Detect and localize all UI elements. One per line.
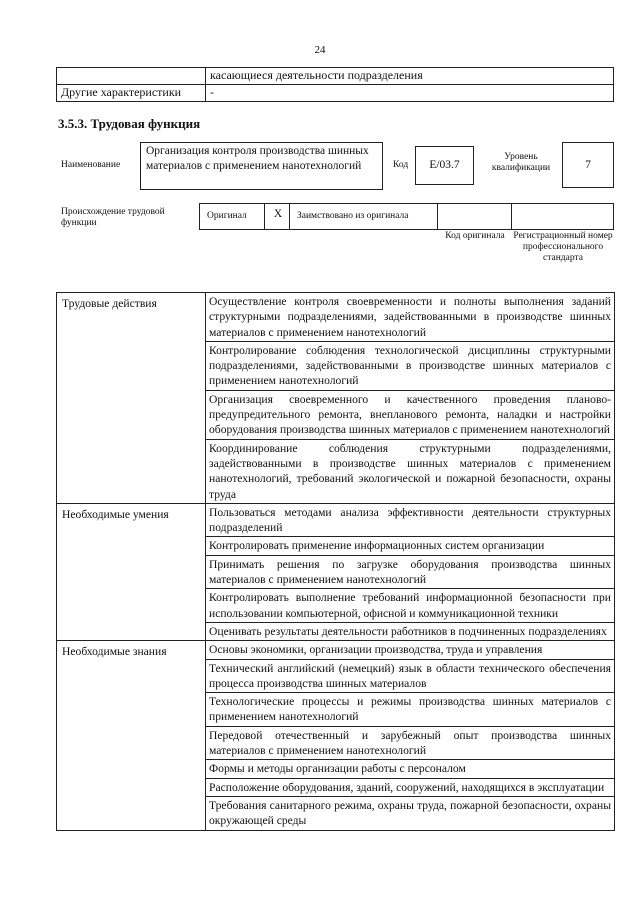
- required-skills-row: [57, 503, 615, 537]
- code-original-caption: Код оригинала: [445, 231, 505, 241]
- required-skills-label: Необходимые умения: [57, 503, 206, 640]
- borrowed-label: Заимствовано из оригинала: [297, 211, 409, 221]
- level-box: [562, 142, 614, 188]
- required-skills-item: Контролировать выполнение требований информационной безопасности при использовании компьютерной, офисной и коммуникационной техники: [206, 589, 615, 623]
- reg-number-caption: Регистрационный номер профессионального стандарта: [513, 231, 613, 263]
- labor-actions-item: Координирование соблюдения структурными подразделениями, задействованными в производстве шинных материалов с применением нанотехнологий, требований экологической и пожарной безопасности, охраны труда: [206, 439, 615, 503]
- level-label: Уровень квалификации: [491, 152, 551, 173]
- other-characteristics-label: Другие характеристики: [57, 85, 206, 102]
- original-label: Оригинал: [207, 211, 247, 221]
- required-knowledge-label: Необходимые знания: [57, 641, 206, 830]
- labor-actions-label: Трудовые действия: [57, 293, 206, 504]
- labor-actions-item: Осуществление контроля своевременности и полноты выполнения заданий структурными подразделениями, задействованными в производстве шинных материалов с применением нанотехнологий: [206, 293, 615, 342]
- required-knowledge-item: Требования санитарного режима, охраны труда, пожарной безопасности, охраны окружающей среды: [206, 796, 615, 830]
- level-value: 7: [585, 158, 591, 171]
- continuation-table: [56, 67, 614, 102]
- function-name-box: [140, 142, 383, 190]
- labor-actions-row: [57, 293, 615, 342]
- required-skills-item: Пользоваться методами анализа эффективности деятельности структурных подразделений: [206, 503, 615, 537]
- required-knowledge-item: Передовой отечественный и зарубежный опыт производства шинных материалов с применением нанотехнологий: [206, 726, 615, 760]
- code-value: E/03.7: [429, 159, 460, 171]
- function-details-table: [56, 292, 615, 831]
- reg-number-divider: [511, 203, 512, 230]
- function-name: Организация контроля производства шинных материалов с применением нанотехнологий: [146, 145, 369, 172]
- required-knowledge-item: Формы и методы организации работы с персоналом: [206, 760, 615, 778]
- required-skills-item: Оценивать результаты деятельности работников в подчиненных подразделениях: [206, 622, 615, 640]
- required-knowledge-item: Технический английский (немецкий) язык в области технического обеспечения процесса производства шинных материалов: [206, 659, 615, 693]
- name-label: Наименование: [61, 160, 121, 170]
- original-mark: X: [273, 208, 283, 220]
- required-knowledge-item: Расположение оборудования, зданий, сооружений, находящихся в эксплуатации: [206, 778, 615, 796]
- section-title: 3.5.3. Трудовая функция: [58, 116, 201, 131]
- continuation-empty-cell: [57, 68, 206, 85]
- labor-actions-item: Организация своевременного и качественного проведения планово-предупредительного ремонта, внепланового ремонта, наладки и настройки оборудования производства шинных материалов с применением нанотехнологий: [206, 390, 615, 439]
- other-characteristics-row: [57, 85, 614, 102]
- labor-actions-item: Контролирование соблюдения технологической дисциплины структурными подразделениями, задействованными в производстве шинных материалов с применением нанотехнологий: [206, 341, 615, 390]
- continuation-value: касающиеся деятельности подразделения: [206, 68, 614, 85]
- code-original-cell: [437, 203, 512, 230]
- continuation-row: [57, 68, 614, 85]
- other-characteristics-value: -: [206, 85, 614, 102]
- required-knowledge-item: Технологические процессы и режимы производства шинных материалов с применением нанотехнологий: [206, 693, 615, 727]
- page-number: 24: [314, 44, 326, 56]
- required-skills-item: Принимать решения по загрузке оборудования производства шинных материалов с применением нанотехнологий: [206, 555, 615, 589]
- required-skills-item: Контролировать применение информационных систем организации: [206, 537, 615, 555]
- code-box: [415, 146, 474, 185]
- required-knowledge-item: Основы экономики, организации производства, труда и управления: [206, 641, 615, 659]
- code-label: Код: [393, 160, 409, 170]
- required-knowledge-row: [57, 641, 615, 659]
- origin-label: Происхождение трудовой функции: [61, 207, 165, 228]
